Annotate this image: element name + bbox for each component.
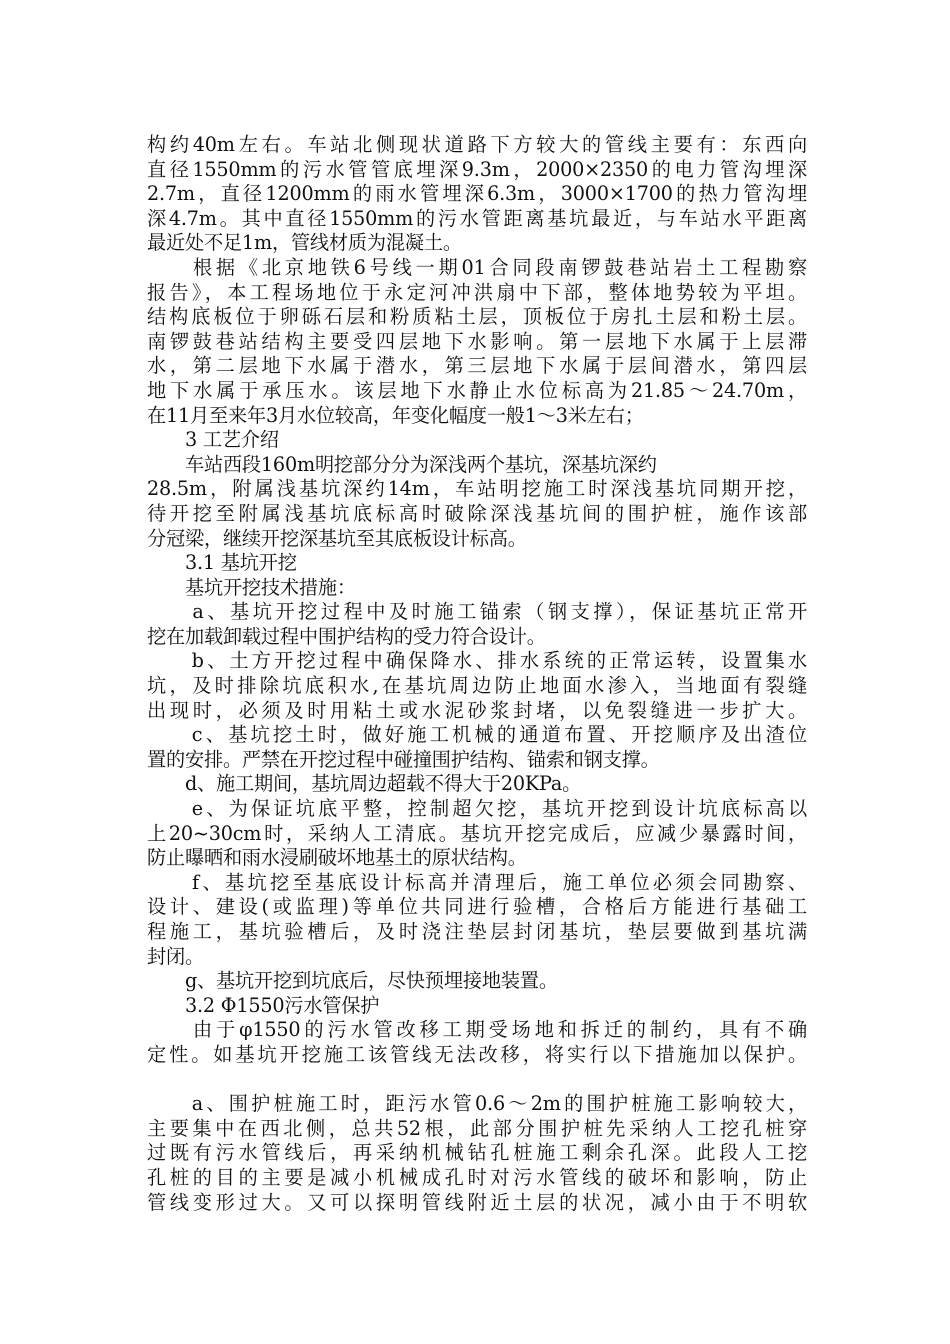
text-line: 车站西段160m明挖部分分为深浅两个基坑，深基坑深约: [147, 452, 657, 476]
text-line: 挖在加载卸载过程中围护结构的受力符合设计。: [147, 624, 546, 648]
text-line: 由于φ1550的污水管改移工期受场地和拆迁的制约，具有不确: [147, 1018, 807, 1042]
text-line: 分冠梁，继续开挖深基坑至其底板设计标高。: [147, 526, 527, 550]
text-line: 程施工，基坑验槽后，及时浇注垫层封闭基坑，垫层要做到基坑满: [147, 920, 807, 943]
text-line: a、基坑开挖过程中及时施工锚索（钢支撑），保证基坑正常开: [147, 600, 807, 624]
text-line: 待开挖至附属浅基坑底标高时破除深浅基坑间的围护桩，施作该部: [147, 501, 807, 525]
text-line: e、为保证坑底平整，控制超欠挖，基坑开挖到设计坑底标高以: [147, 797, 807, 821]
text-line: 封闭。: [147, 944, 204, 968]
text-line: g、基坑开挖到坑底后，尽快预埋接地装置。: [147, 969, 558, 993]
text-line: 基坑开挖技术措施：: [147, 575, 356, 599]
text-line: 出现时，必须及时用粘土或水泥砂浆封堵，以免裂缝进一步扩大。: [147, 698, 807, 722]
text-line: 报告》，本工程场地位于永定河冲洪扇中下部，整体地势较为平坦。: [147, 280, 807, 304]
text-line: 孔桩的目的主要是减小机械成孔时对污水管线的破坏和影响，防止: [147, 1165, 807, 1189]
text-line: 最近处不足1m，管线材质为混凝土。: [147, 231, 462, 255]
text-line: 坑，及时排除坑底积水,在基坑周边防止地面水渗入，当地面有裂缝: [147, 674, 807, 698]
text-line: 3 工艺介绍: [147, 428, 279, 452]
text-line: 2.7m，直径1200mm的雨水管埋深6.3m，3000×1700的热力管沟埋: [147, 182, 807, 206]
text-line: 水，第二层地下水属于潜水，第三层地下水属于层间潜水，第四层: [147, 354, 807, 378]
text-line: 深4.7m。其中直径1550mm的污水管距离基坑最近，与车站水平距离: [147, 206, 807, 230]
text-line: 地下水属于承压水。该层地下水静止水位标高为21.85～24.70m，: [147, 378, 807, 402]
document-body: [147, 133, 807, 1215]
text-line: 在11月至来年3月水位较高，年变化幅度一般1～3米左右；: [147, 403, 644, 427]
text-line: b、土方开挖过程中确保降水、排水系统的正常运转，设置集水: [147, 649, 807, 673]
text-line: 置的安排。严禁在开挖过程中碰撞围护结构、锚索和钢支撑。: [147, 747, 660, 771]
text-line: 28.5m，附属浅基坑深约14m，车站明挖施工时深浅基坑同期开挖，: [147, 477, 807, 501]
text-line: 管线变形过大。又可以探明管线附近土层的状况，减小由于不明软: [147, 1190, 807, 1214]
text-line: 过既有污水管线后，再采纳机械钻孔桩施工剩余孔深。此段人工挖: [147, 1141, 807, 1165]
text-line: 主要集中在西北侧，总共52根，此部分围护桩先采纳人工挖孔桩穿: [147, 1116, 807, 1140]
text-line: [147, 1068, 807, 1093]
text-line: f、基坑挖至基底设计标高并清理后，施工单位必须会同勘察、: [147, 870, 807, 894]
text-line: 结构底板位于卵砾石层和粉质粘土层，顶板位于房扎土层和粉土层。: [147, 305, 807, 329]
text-line: a、围护桩施工时，距污水管0.6～2m的围护桩施工影响较大，: [147, 1092, 807, 1116]
text-line: 3.1 基坑开挖: [147, 551, 297, 575]
text-line: 根据《北京地铁6号线一期01合同段南锣鼓巷站岩土工程勘察: [147, 255, 807, 279]
text-line: 定性。如基坑开挖施工该管线无法改移，将实行以下措施加以保护。: [147, 1042, 807, 1066]
text-line: 构约40m左右。车站北侧现状道路下方较大的管线主要有：东西向: [147, 133, 807, 156]
text-line: 3.2 Φ1550污水管保护: [147, 993, 380, 1017]
text-line: c、基坑挖土时，做好施工机械的通道布置、开挖顺序及出渣位: [147, 723, 807, 747]
text-line: d、施工期间，基坑周边超载不得大于20KPa。: [147, 772, 582, 796]
text-line: 防止曝晒和雨水浸刷破坏地基土的原状结构。: [147, 846, 527, 870]
text-line: 直径1550mm的污水管管底埋深9.3m，2000×2350的电力管沟埋深: [147, 157, 807, 181]
text-line: 设计、建设(或监理)等单位共同进行验槽，合格后方能进行基础工: [147, 895, 807, 919]
text-line: 南锣鼓巷站结构主要受四层地下水影响。第一层地下水属于上层滞: [147, 329, 807, 353]
text-line: 上20~30cm时，采纳人工清底。基坑开挖完成后，应减少暴露时间，: [147, 821, 807, 845]
